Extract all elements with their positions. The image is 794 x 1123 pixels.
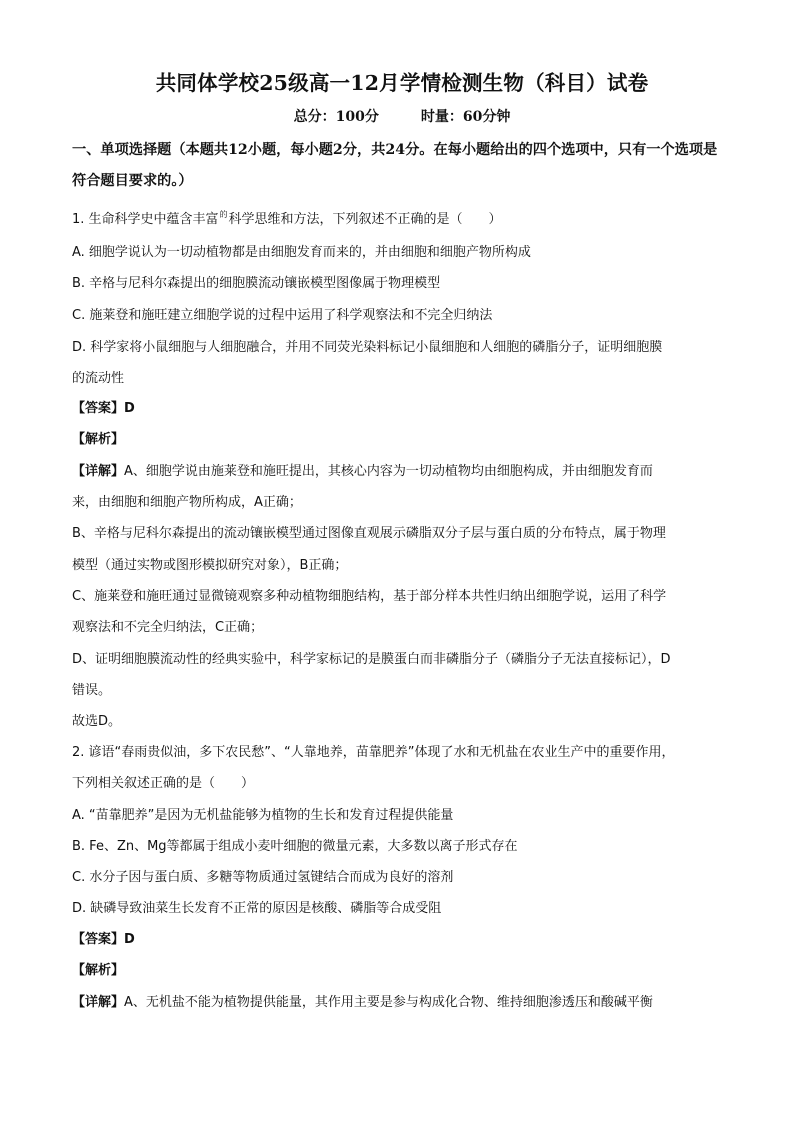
q1-detail-line: 错误。 [72, 683, 112, 698]
q1-option-c: C. 施莱登和施旺建立细胞学说的过程中运用了科学观察法和不完全归纳法 [72, 308, 493, 323]
q1-detail-line: 模型（通过实物或图形模拟研究对象），B正确； [72, 558, 348, 573]
q1-stem-superscript: 的 [219, 210, 228, 219]
q1-detail-label: 【详解】 [72, 464, 125, 479]
q2-stem-cont: 下列相关叙述正确的是（ ） [72, 776, 255, 791]
total-score: 总分：100分 [293, 109, 379, 125]
q1-detail-line: B、辛格与尼科尔森提出的流动镶嵌模型通过图像直观展示磷脂双分子层与蛋白质的分布特点，属于物理 [72, 526, 666, 541]
q2-answer: 【答案】D [72, 932, 135, 947]
q1-option-d-cont: 的流动性 [72, 371, 125, 386]
q1-answer: 【答案】D [72, 401, 135, 416]
q1-detail-line: C、施莱登和施旺通过显微镜观察多种动植物细胞结构，基于部分样本共性归纳出细胞学说，运用了科学 [72, 589, 667, 604]
q1-detail-line: 观察法和不完全归纳法，C正确； [72, 620, 264, 635]
q2-stem: 2. 谚语“春雨贵似油，多下农民愁”、“人靠地养，苗靠肥养”体现了水和无机盐在农业生产中的重要作用， [72, 745, 675, 760]
q1-conclusion: 故选D。 [72, 714, 122, 729]
q1-stem: 1. 生命科学史中蕴含丰富$^的$科学思维和方法，下列叙述不正确的是（ ） [72, 210, 502, 227]
section-heading: 一、单项选择题（本题共12小题，每小题2分，共24分。在每小题给出的四个选项中，只有一个选项是符合题目要求的。） [72, 142, 718, 189]
exam-meta [72, 106, 732, 126]
q2-detail-line: 【详解】A、无机盐不能为植物提供能量，其作用主要是参与构成化合物、维持细胞渗透压和酸碱平衡 [72, 995, 653, 1010]
exam-title: 共同体学校25级高一12月学情检测生物（科目）试卷 [155, 71, 649, 95]
q2-analysis-label: 【解析】 [72, 963, 125, 978]
time-limit: 时量：60分钟 [420, 109, 511, 125]
q1-option-b: B. 辛格与尼科尔森提出的细胞膜流动镶嵌模型图像属于物理模型 [72, 276, 441, 291]
q2-detail-label: 【详解】 [72, 995, 125, 1010]
q1-option-a: A. 细胞学说认为一切动植物都是由细胞发育而来的，并由细胞和细胞产物所构成 [72, 245, 531, 260]
q2-option-d: D. 缺磷导致油菜生长发育不正常的原因是核酸、磷脂等合成受阻 [72, 901, 442, 916]
q1-detail-line: 来，由细胞和细胞产物所构成，A正确； [72, 495, 302, 510]
q1-detail-line: 【详解】A、细胞学说由施莱登和施旺提出，其核心内容为一切动植物均由细胞构成，并由细胞发育而 [72, 464, 653, 479]
q1-detail-line: D、证明细胞膜流动性的经典实验中，科学家标记的是膜蛋白而非磷脂分子（磷脂分子无法直接标记），D [72, 652, 671, 667]
q2-option-a: A. “苗靠肥养”是因为无机盐能够为植物的生长和发育过程提供能量 [72, 808, 454, 823]
q2-option-c: C. 水分子因与蛋白质、多糖等物质通过氢键结合而成为良好的溶剂 [72, 870, 454, 885]
q1-option-d: D. 科学家将小鼠细胞与人细胞融合，并用不同荧光染料标记小鼠细胞和人细胞的磷脂分子，证明细胞膜 [72, 340, 663, 355]
q1-analysis-label: 【解析】 [72, 432, 125, 447]
q2-option-b: B. Fe、Zn、Mg等都属于组成小麦叶细胞的微量元素，大多数以离子形式存在 [72, 839, 518, 854]
